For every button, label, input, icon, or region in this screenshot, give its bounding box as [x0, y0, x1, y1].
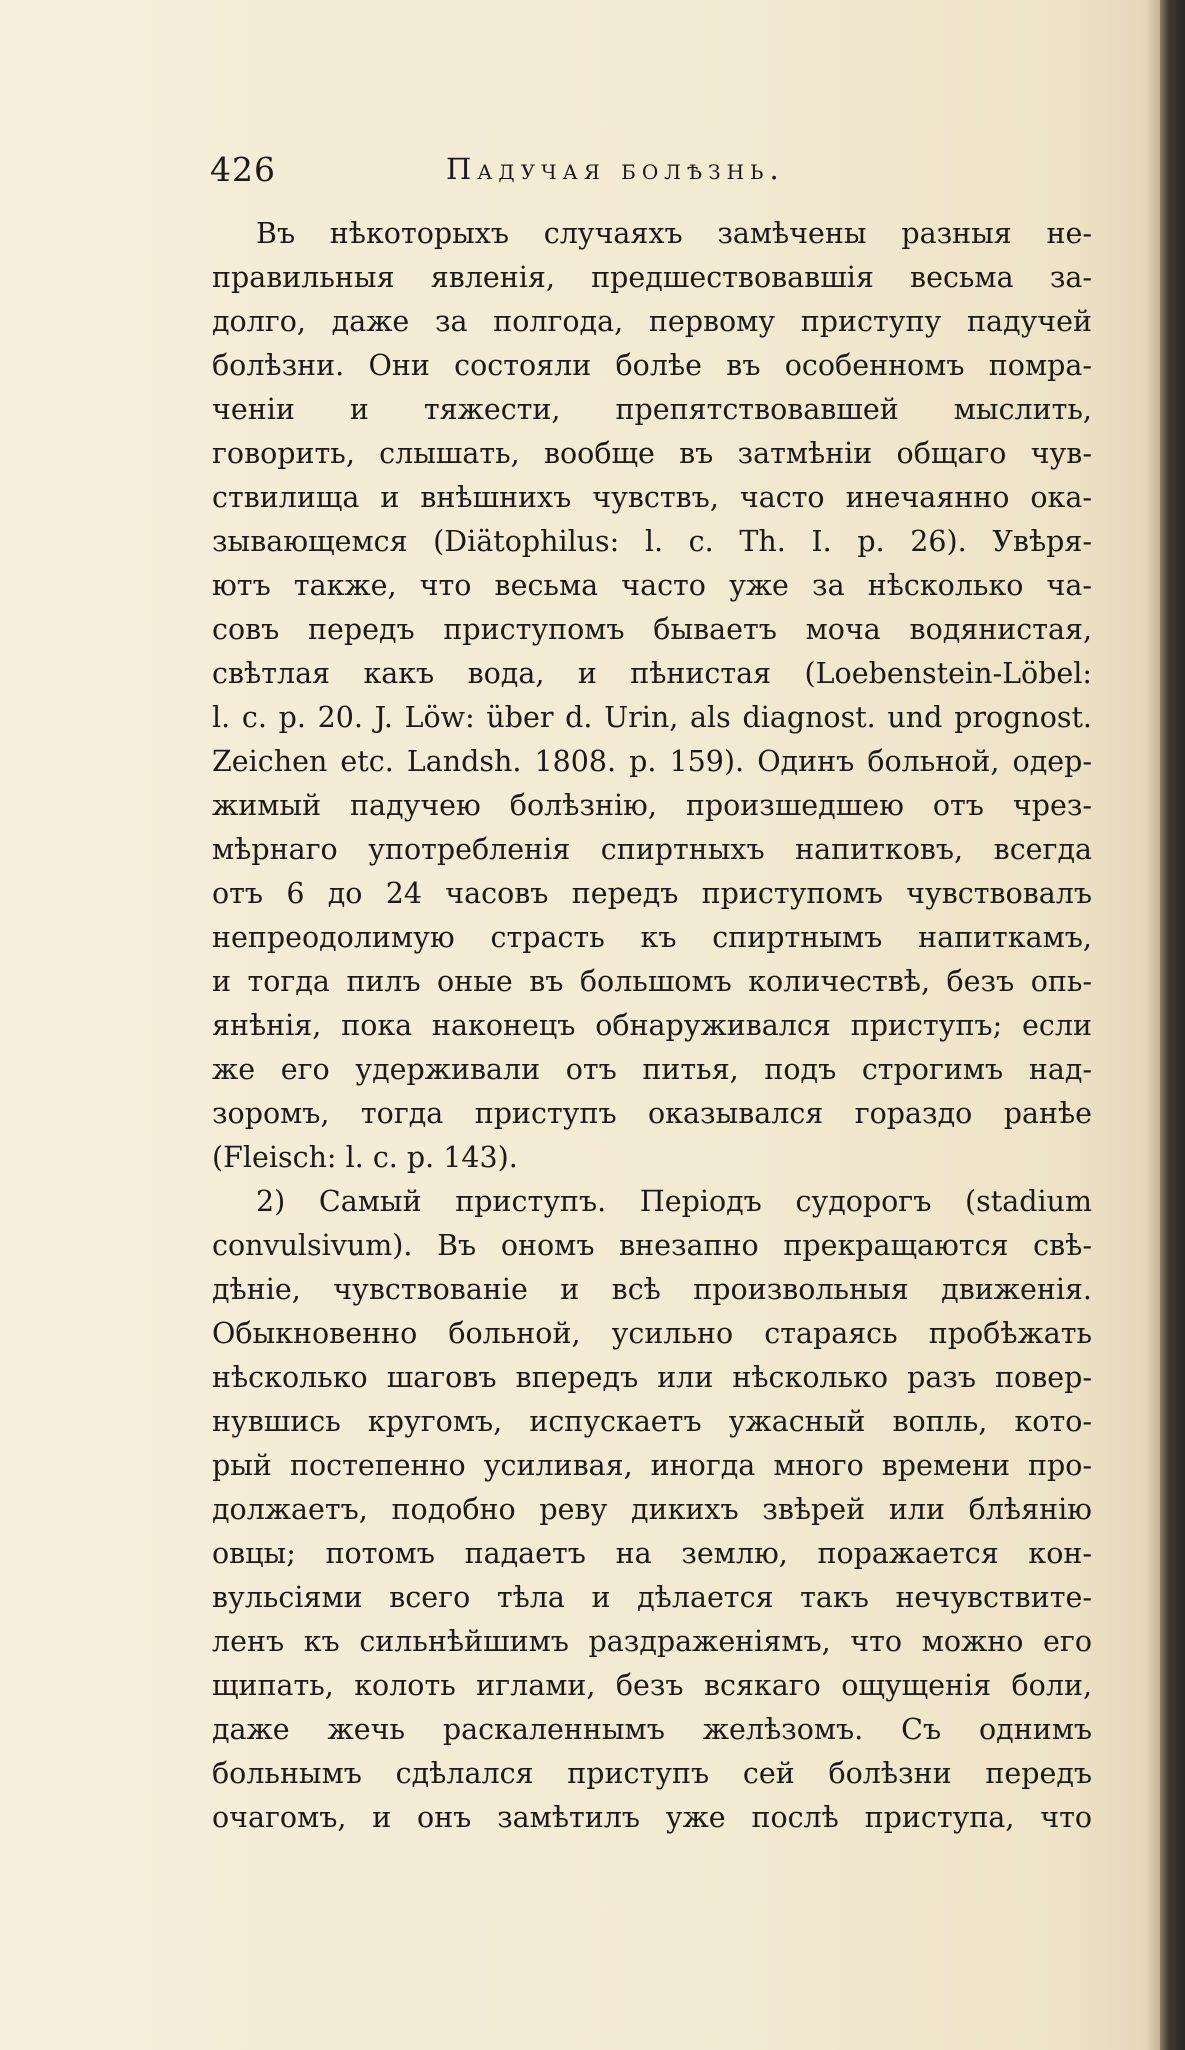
- text-line: Zeichen etc. Landsh. 1808. p. 159). Одинъ больной, одер-: [212, 745, 1092, 778]
- text-line: щипать, колоть иглами, безъ всякаго ощущенія боли,: [212, 1669, 1092, 1702]
- text-line: дѣніе, чувствованіе и всѣ произвольныя движенія.: [212, 1273, 1092, 1306]
- page-header: [210, 150, 1090, 196]
- text-line: правильныя явленія, предшествовавшія весьма за-: [212, 261, 1092, 294]
- page-gutter-shadow: [1146, 0, 1160, 2050]
- text-line: овцы; потомъ падаетъ на землю, поражается кон-: [212, 1537, 1092, 1570]
- text-line: нувшись кругомъ, испускаетъ ужасный вопль, кото-: [212, 1405, 1092, 1438]
- text-line: же его удерживали отъ питья, подъ строгимъ над-: [212, 1053, 1092, 1086]
- text-line: отъ 6 до 24 часовъ передъ приступомъ чувствовалъ: [212, 877, 1092, 910]
- text-line: совъ передъ приступомъ бываетъ моча водянистая,: [212, 613, 1092, 646]
- text-line: convulsivum). Въ ономъ внезапно прекращаются свѣ-: [212, 1229, 1092, 1262]
- text-line: говорить, слышать, вообще въ затмѣніи общаго чув-: [212, 437, 1092, 470]
- text-line: мѣрнаго употребленія спиртныхъ напитковъ, всегда: [212, 833, 1092, 866]
- text-line: ленъ къ сильнѣйшимъ раздраженіямъ, что можно его: [212, 1625, 1092, 1658]
- page-number: 426: [210, 150, 276, 189]
- page-body: [212, 212, 1092, 1840]
- text-line: очагомъ, и онъ замѣтилъ уже послѣ приступа, что: [212, 1801, 1092, 1834]
- text-line: и тогда пилъ оные въ большомъ количествѣ, безъ опь-: [212, 965, 1092, 998]
- text-line: ютъ также, что весьма часто уже за нѣсколько ча-: [212, 569, 1092, 602]
- text-line: болѣзни. Они состояли болѣе въ особенномъ помра-: [212, 349, 1092, 382]
- text-line: (Fleisch: l. c. p. 143).: [212, 1141, 518, 1174]
- text-line: больнымъ сдѣлался приступъ сей болѣзни передъ: [212, 1757, 1092, 1790]
- text-line: вульсіями всего тѣла и дѣлается такъ нечувствите-: [212, 1581, 1092, 1614]
- text-line: ченіи и тяжести, препятствовавшей мыслить,: [212, 393, 1092, 426]
- text-line: непреодолимую страсть къ спиртнымъ напиткамъ,: [212, 921, 1092, 954]
- text-line: Обыкновенно больной, усильно стараясь пробѣжать: [212, 1317, 1092, 1350]
- text-line: янѣнія, пока наконецъ обнаруживался приступъ; если: [212, 1009, 1092, 1042]
- text-line: Въ нѣкоторыхъ случаяхъ замѣчены разныя не-: [256, 217, 1092, 250]
- text-line: l. c. p. 20. J. Löw: über d. Urin, als diagnost. und prognost.: [212, 701, 1092, 734]
- book-edge: [1160, 0, 1185, 2050]
- text-line: даже жечь раскаленнымъ желѣзомъ. Съ однимъ: [212, 1713, 1092, 1746]
- text-line: должаетъ, подобно реву дикихъ звѣрей или блѣянію: [212, 1493, 1092, 1526]
- text-line: зоромъ, тогда приступъ оказывался гораздо ранѣе: [212, 1097, 1092, 1130]
- text-line: 2) Самый приступъ. Періодъ судорогъ (stadium: [256, 1185, 1092, 1218]
- text-line: рый постепенно усиливая, иногда много времени про-: [212, 1449, 1092, 1482]
- text-line: свѣтлая какъ вода, и пѣнистая (Loebenstein-Löbel:: [212, 657, 1092, 690]
- text-line: ствилища и внѣшнихъ чувствъ, часто инечаянно ока-: [212, 481, 1092, 514]
- text-line: долго, даже за полгода, первому приступу падучей: [212, 305, 1092, 338]
- text-line: зывающемся (Diätophilus: l. c. Th. I. p. 26). Увѣря-: [212, 525, 1092, 558]
- text-line: жимый падучею болѣзнію, произшедшею отъ чрез-: [212, 789, 1092, 822]
- running-head: Падучая болѣзнь.: [446, 152, 785, 186]
- text-line: нѣсколько шаговъ впередъ или нѣсколько разъ повер-: [212, 1361, 1092, 1394]
